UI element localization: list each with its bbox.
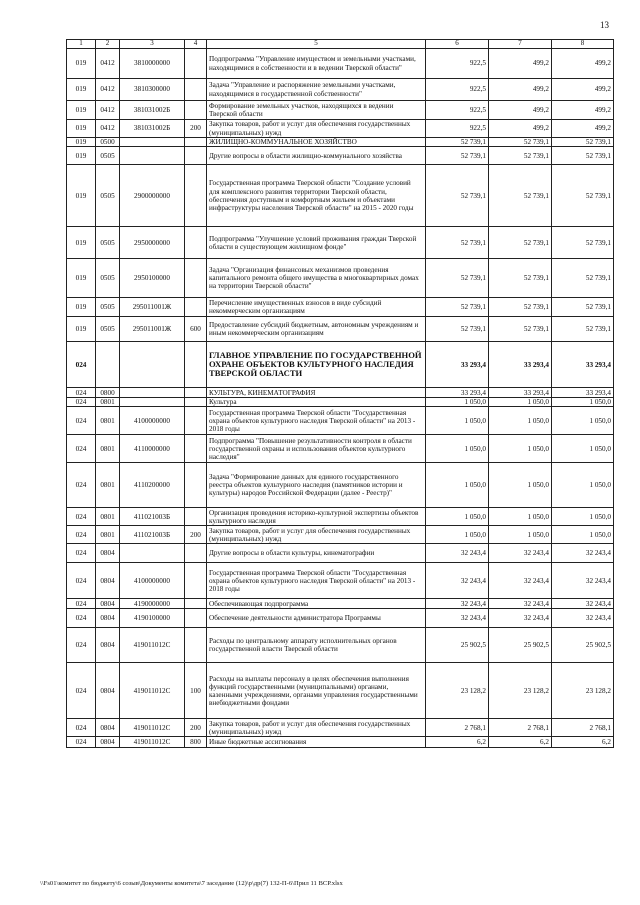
amount-cell: 52 739,1	[552, 227, 614, 259]
description-cell: Закупка товаров, работ и услуг для обеспечения государственных (муниципальных) нужд	[207, 120, 426, 138]
column-header: 5	[207, 40, 426, 49]
section-cell: 0804	[96, 563, 120, 599]
description-cell: ГЛАВНОЕ УПРАВЛЕНИЕ ПО ГОСУДАРСТВЕННОЙ ОХРАНЕ ОБЪЕКТОВ КУЛЬТУРНОГО НАСЛЕДИЯ ТВЕРСКОЙ ОБЛАСТИ	[207, 342, 426, 388]
table-row	[67, 388, 614, 398]
description-cell: Государственная программа Тверской области "Создание условий для комплексного развития территории Тверской области, обеспечения доступным и комфортным жильем и объектами инфраструктуры населения Тверской области" на 2015 - 2020 годы	[207, 165, 426, 227]
amount-cell: 6,2	[552, 737, 614, 748]
amount-cell: 499,2	[489, 120, 552, 138]
amount-cell: 1 050,0	[552, 508, 614, 526]
table-row	[67, 342, 614, 388]
amount-cell: 52 739,1	[426, 259, 489, 298]
description-cell: Закупка товаров, работ и услуг для обеспечения государственных (муниципальных) нужд	[207, 526, 426, 544]
amount-cell: 25 902,5	[426, 628, 489, 663]
target-article-cell: 381031002Б	[120, 101, 185, 120]
amount-cell: 922,5	[426, 120, 489, 138]
amount-cell: 52 739,1	[426, 227, 489, 259]
amount-cell: 2 768,1	[489, 719, 552, 737]
section-cell: 0804	[96, 544, 120, 563]
table-row	[67, 407, 614, 435]
amount-cell: 2 768,1	[426, 719, 489, 737]
target-article-cell: 4110200000	[120, 463, 185, 508]
target-article-cell	[120, 388, 185, 398]
target-article-cell: 3810300000	[120, 79, 185, 101]
expense-type-cell	[185, 165, 207, 227]
target-article-cell	[120, 398, 185, 407]
description-cell: Предоставление субсидий бюджетным, автономным учреждениям и иным некоммерческим организациям	[207, 317, 426, 342]
expense-type-cell	[185, 147, 207, 165]
column-header: 7	[489, 40, 552, 49]
amount-cell: 23 128,2	[489, 663, 552, 719]
expense-type-cell	[185, 609, 207, 628]
expense-type-cell	[185, 49, 207, 79]
description-cell: Подпрограмма "Повышение результативности контроля в области государственной охраны и использования объектов культурного наследия"	[207, 435, 426, 463]
target-article-cell: 2950100000	[120, 259, 185, 298]
table-row	[67, 138, 614, 147]
table-row	[67, 663, 614, 719]
amount-cell: 32 243,4	[426, 544, 489, 563]
amount-cell: 499,2	[552, 49, 614, 79]
section-cell: 0804	[96, 599, 120, 609]
amount-cell: 52 739,1	[552, 317, 614, 342]
section-cell: 0412	[96, 49, 120, 79]
table-row	[67, 526, 614, 544]
amount-cell: 52 739,1	[552, 259, 614, 298]
description-cell: Иные бюджетные ассигнования	[207, 737, 426, 748]
target-article-cell: 4190100000	[120, 609, 185, 628]
expense-type-cell	[185, 628, 207, 663]
amount-cell: 32 243,4	[426, 599, 489, 609]
target-article-cell: 411021003Б	[120, 508, 185, 526]
table-row	[67, 147, 614, 165]
table-row	[67, 719, 614, 737]
expense-type-cell	[185, 435, 207, 463]
amount-cell: 1 050,0	[552, 407, 614, 435]
target-article-cell: 2900000000	[120, 165, 185, 227]
amount-cell: 52 739,1	[426, 138, 489, 147]
amount-cell: 23 128,2	[552, 663, 614, 719]
column-header: 4	[185, 40, 207, 49]
target-article-cell: 295011001Ж	[120, 317, 185, 342]
target-article-cell: 419011012С	[120, 663, 185, 719]
file-path-footer: \\Fs01\комитет по бюджету\6 созыв\Документы комитета\7 заседание (12)\р\др(7) 132-П-6\Прил 11 ВСР.xlsx	[40, 880, 343, 887]
expense-type-cell: 600	[185, 317, 207, 342]
amount-cell: 52 739,1	[552, 165, 614, 227]
description-cell: Обеспечение деятельности администратора Программы	[207, 609, 426, 628]
table-row	[67, 398, 614, 407]
amount-cell: 52 739,1	[489, 298, 552, 317]
expense-type-cell: 200	[185, 526, 207, 544]
target-article-cell: 419011012С	[120, 628, 185, 663]
amount-cell: 32 243,4	[489, 609, 552, 628]
code-cell: 024	[67, 544, 96, 563]
amount-cell: 1 050,0	[426, 463, 489, 508]
description-cell: Подпрограмма "Улучшение условий проживания граждан Тверской области в существующем жилищном фонде"	[207, 227, 426, 259]
expense-type-cell	[185, 227, 207, 259]
section-cell: 0505	[96, 227, 120, 259]
code-cell: 019	[67, 79, 96, 101]
page-number: 13	[600, 20, 609, 30]
code-cell: 024	[67, 463, 96, 508]
amount-cell: 922,5	[426, 79, 489, 101]
amount-cell: 1 050,0	[489, 463, 552, 508]
description-cell: Расходы по центральному аппарату исполнительных органов государственной власти Тверской области	[207, 628, 426, 663]
table-row	[67, 463, 614, 508]
code-cell: 024	[67, 609, 96, 628]
target-article-cell: 419011012С	[120, 737, 185, 748]
amount-cell: 1 050,0	[489, 407, 552, 435]
target-article-cell: 2950000000	[120, 227, 185, 259]
table-row	[67, 628, 614, 663]
amount-cell: 499,2	[552, 101, 614, 120]
code-cell: 024	[67, 526, 96, 544]
amount-cell: 499,2	[552, 120, 614, 138]
expense-type-cell: 200	[185, 120, 207, 138]
amount-cell: 52 739,1	[489, 147, 552, 165]
section-cell: 0801	[96, 508, 120, 526]
code-cell: 024	[67, 719, 96, 737]
amount-cell: 32 243,4	[426, 609, 489, 628]
section-cell: 0804	[96, 737, 120, 748]
expense-type-cell: 800	[185, 737, 207, 748]
table-row	[67, 120, 614, 138]
header-row	[67, 40, 614, 49]
expense-type-cell	[185, 298, 207, 317]
section-cell: 0804	[96, 609, 120, 628]
description-cell: Подпрограмма "Управление имуществом и земельными участками, находящимися в собственности и в ведении Тверской области"	[207, 49, 426, 79]
code-cell: 019	[67, 147, 96, 165]
description-cell: Организация проведения историко-культурной экспертизы объектов культурного наследия	[207, 508, 426, 526]
amount-cell: 52 739,1	[489, 259, 552, 298]
table-row	[67, 563, 614, 599]
table-row	[67, 49, 614, 79]
amount-cell: 1 050,0	[489, 508, 552, 526]
amount-cell: 52 739,1	[489, 138, 552, 147]
section-cell: 0505	[96, 298, 120, 317]
target-article-cell: 4110000000	[120, 435, 185, 463]
amount-cell: 6,2	[489, 737, 552, 748]
section-cell	[96, 342, 120, 388]
description-cell: Перечисление имущественных взносов в виде субсидий некоммерческим организациям	[207, 298, 426, 317]
code-cell: 024	[67, 407, 96, 435]
target-article-cell	[120, 544, 185, 563]
amount-cell: 52 739,1	[426, 147, 489, 165]
section-cell: 0505	[96, 259, 120, 298]
table-row	[67, 609, 614, 628]
amount-cell: 1 050,0	[552, 526, 614, 544]
amount-cell: 52 739,1	[489, 165, 552, 227]
description-cell: Задача "Организация финансовых механизмов проведения капитального ремонта общего имущества в многоквартирных домах на территории Тверской области"	[207, 259, 426, 298]
description-cell: Обеспечивающая подпрограмма	[207, 599, 426, 609]
description-cell: Государственная программа Тверской области "Государственная охрана объектов культурного наследия Тверской области" на 2013 - 2018 годы	[207, 563, 426, 599]
section-cell: 0505	[96, 317, 120, 342]
code-cell: 019	[67, 101, 96, 120]
code-cell: 019	[67, 298, 96, 317]
section-cell: 0801	[96, 407, 120, 435]
amount-cell: 33 293,4	[552, 388, 614, 398]
amount-cell: 499,2	[489, 49, 552, 79]
target-article-cell: 381031002Б	[120, 120, 185, 138]
description-cell: Расходы на выплаты персоналу в целях обеспечения выполнения функций государственными (муниципальными) органами, казенными учреждениями, органами управления государственными внебюджетными фондами	[207, 663, 426, 719]
code-cell: 019	[67, 138, 96, 147]
section-cell: 0500	[96, 138, 120, 147]
description-cell: Другие вопросы в области жилищно-коммунального хозяйства	[207, 147, 426, 165]
code-cell: 024	[67, 737, 96, 748]
description-cell: Задача "Управление и распоряжение земельными участками, находящимися в государственной собственности"	[207, 79, 426, 101]
section-cell: 0412	[96, 101, 120, 120]
target-article-cell: 4190000000	[120, 599, 185, 609]
code-cell: 024	[67, 342, 96, 388]
amount-cell: 1 050,0	[426, 508, 489, 526]
section-cell: 0801	[96, 398, 120, 407]
amount-cell: 1 050,0	[552, 398, 614, 407]
column-header: 3	[120, 40, 185, 49]
amount-cell: 23 128,2	[426, 663, 489, 719]
target-article-cell	[120, 138, 185, 147]
table-row	[67, 79, 614, 101]
expense-type-cell	[185, 398, 207, 407]
section-cell: 0801	[96, 435, 120, 463]
target-article-cell	[120, 342, 185, 388]
expense-type-cell	[185, 544, 207, 563]
amount-cell: 32 243,4	[489, 599, 552, 609]
description-cell: Закупка товаров, работ и услуг для обеспечения государственных (муниципальных) нужд	[207, 719, 426, 737]
description-cell: Другие вопросы в области культуры, кинематографии	[207, 544, 426, 563]
section-cell: 0505	[96, 165, 120, 227]
budget-table	[66, 39, 614, 748]
amount-cell: 25 902,5	[489, 628, 552, 663]
amount-cell: 1 050,0	[426, 398, 489, 407]
code-cell: 024	[67, 435, 96, 463]
amount-cell: 1 050,0	[489, 435, 552, 463]
expense-type-cell	[185, 508, 207, 526]
section-cell: 0412	[96, 79, 120, 101]
target-article-cell: 419011012С	[120, 719, 185, 737]
table-row	[67, 544, 614, 563]
amount-cell: 1 050,0	[489, 526, 552, 544]
expense-type-cell	[185, 463, 207, 508]
amount-cell: 32 243,4	[552, 609, 614, 628]
amount-cell: 499,2	[489, 79, 552, 101]
table-row	[67, 737, 614, 748]
expense-type-cell: 100	[185, 663, 207, 719]
amount-cell: 52 739,1	[426, 165, 489, 227]
amount-cell: 1 050,0	[426, 407, 489, 435]
amount-cell: 499,2	[552, 79, 614, 101]
target-article-cell: 3810000000	[120, 49, 185, 79]
expense-type-cell	[185, 407, 207, 435]
section-cell: 0804	[96, 719, 120, 737]
description-cell: ЖИЛИЩНО-КОММУНАЛЬНОЕ ХОЗЯЙСТВО	[207, 138, 426, 147]
code-cell: 024	[67, 388, 96, 398]
target-article-cell: 411021003Б	[120, 526, 185, 544]
amount-cell: 1 050,0	[426, 435, 489, 463]
amount-cell: 2 768,1	[552, 719, 614, 737]
description-cell: Формирование земельных участков, находящихся в ведении Тверской области	[207, 101, 426, 120]
amount-cell: 52 739,1	[552, 138, 614, 147]
description-cell: Задача "Формирование данных для единого государственного реестра объектов культурного наследия (памятников истории и культуры) народов Российской Федерации (далее - Реестр)"	[207, 463, 426, 508]
section-cell: 0505	[96, 147, 120, 165]
expense-type-cell	[185, 342, 207, 388]
table-row	[67, 165, 614, 227]
expense-type-cell	[185, 563, 207, 599]
amount-cell: 33 293,4	[552, 342, 614, 388]
section-cell: 0801	[96, 526, 120, 544]
code-cell: 024	[67, 508, 96, 526]
code-cell: 024	[67, 628, 96, 663]
amount-cell: 33 293,4	[489, 342, 552, 388]
amount-cell: 32 243,4	[552, 544, 614, 563]
amount-cell: 32 243,4	[489, 544, 552, 563]
amount-cell: 52 739,1	[489, 227, 552, 259]
code-cell: 019	[67, 49, 96, 79]
expense-type-cell	[185, 599, 207, 609]
amount-cell: 922,5	[426, 49, 489, 79]
amount-cell: 33 293,4	[426, 342, 489, 388]
target-article-cell	[120, 147, 185, 165]
amount-cell: 32 243,4	[552, 563, 614, 599]
amount-cell: 52 739,1	[426, 298, 489, 317]
target-article-cell: 4100000000	[120, 563, 185, 599]
description-cell: Культура	[207, 398, 426, 407]
code-cell: 019	[67, 227, 96, 259]
amount-cell: 6,2	[426, 737, 489, 748]
amount-cell: 32 243,4	[489, 563, 552, 599]
amount-cell: 922,5	[426, 101, 489, 120]
code-cell: 024	[67, 663, 96, 719]
amount-cell: 32 243,4	[552, 599, 614, 609]
amount-cell: 1 050,0	[552, 463, 614, 508]
section-cell: 0800	[96, 388, 120, 398]
expense-type-cell: 200	[185, 719, 207, 737]
column-header: 2	[96, 40, 120, 49]
code-cell: 019	[67, 120, 96, 138]
target-article-cell: 4100000000	[120, 407, 185, 435]
table-row	[67, 259, 614, 298]
code-cell: 024	[67, 398, 96, 407]
amount-cell: 52 739,1	[552, 147, 614, 165]
code-cell: 019	[67, 165, 96, 227]
table-row	[67, 227, 614, 259]
amount-cell: 25 902,5	[552, 628, 614, 663]
column-header: 6	[426, 40, 489, 49]
section-cell: 0804	[96, 663, 120, 719]
expense-type-cell	[185, 388, 207, 398]
code-cell: 024	[67, 563, 96, 599]
target-article-cell: 295011001Ж	[120, 298, 185, 317]
amount-cell: 1 050,0	[489, 398, 552, 407]
amount-cell: 52 739,1	[489, 317, 552, 342]
table-row	[67, 508, 614, 526]
code-cell: 019	[67, 317, 96, 342]
column-header: 1	[67, 40, 96, 49]
table-row	[67, 101, 614, 120]
table-row	[67, 298, 614, 317]
table-row	[67, 599, 614, 609]
section-cell: 0801	[96, 463, 120, 508]
table-row	[67, 317, 614, 342]
section-cell: 0412	[96, 120, 120, 138]
expense-type-cell	[185, 259, 207, 298]
amount-cell: 1 050,0	[426, 526, 489, 544]
expense-type-cell	[185, 138, 207, 147]
amount-cell: 1 050,0	[552, 435, 614, 463]
section-cell: 0804	[96, 628, 120, 663]
amount-cell: 499,2	[489, 101, 552, 120]
table-row	[67, 435, 614, 463]
code-cell: 024	[67, 599, 96, 609]
amount-cell: 33 293,4	[426, 388, 489, 398]
amount-cell: 52 739,1	[426, 317, 489, 342]
expense-type-cell	[185, 101, 207, 120]
amount-cell: 32 243,4	[426, 563, 489, 599]
column-header: 8	[552, 40, 614, 49]
amount-cell: 33 293,4	[489, 388, 552, 398]
expense-type-cell	[185, 79, 207, 101]
description-cell: Государственная программа Тверской области "Государственная охрана объектов культурного наследия Тверской области" на 2013 - 2018 годы	[207, 407, 426, 435]
amount-cell: 52 739,1	[552, 298, 614, 317]
description-cell: КУЛЬТУРА, КИНЕМАТОГРАФИЯ	[207, 388, 426, 398]
code-cell: 019	[67, 259, 96, 298]
